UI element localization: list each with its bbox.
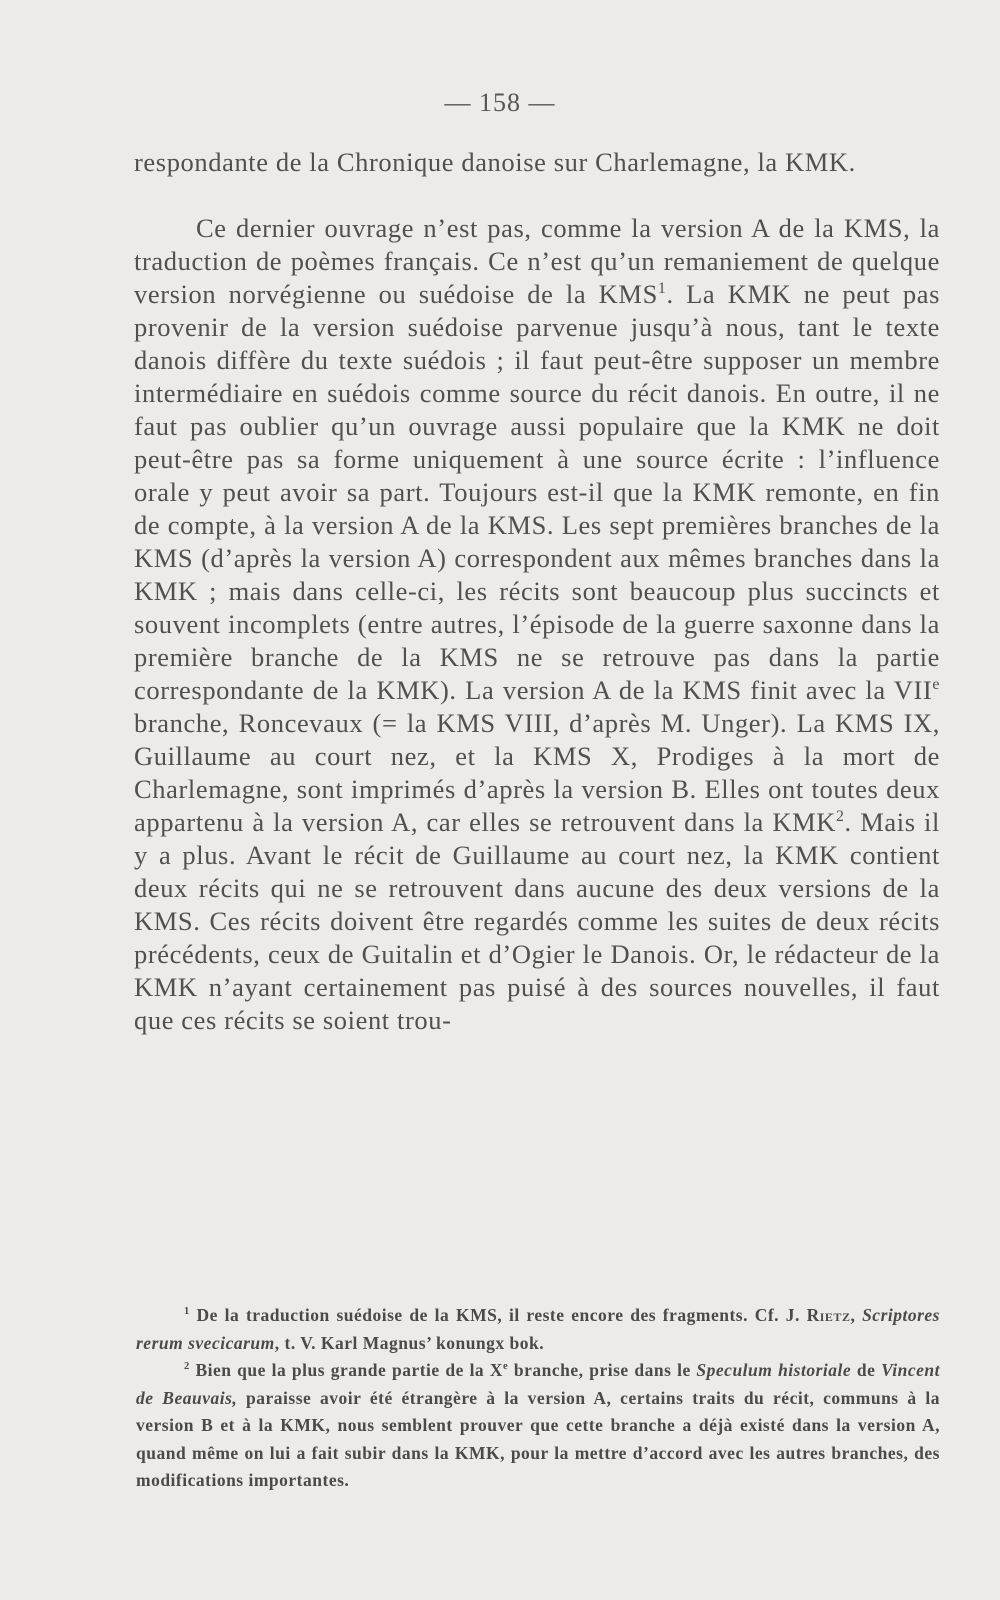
footnote-ref-2: 2 — [836, 808, 845, 826]
superscript-e: e — [932, 676, 940, 694]
paragraph-2-part-c: branche, Roncevaux (= la KMS VIII, d’après M. Unger). La KMS IX, Guillaume au court nez, et la KMS X, Prodiges à la mort de Charlemagne, sont imprimés d’après la version B. Elles ont toutes deux appartenu à la version A, car elles se retrouvent dans la KMK — [134, 708, 940, 837]
page-number: — 158 — — [444, 88, 556, 117]
footnotes — [136, 1302, 940, 1495]
paragraph-1: respondante de la Chronique danoise sur Charlemagne, la KMK. — [134, 147, 856, 177]
footnote-2-title-2: Vincent de Beauvais, — [136, 1360, 940, 1408]
footnote-1 — [136, 1302, 940, 1357]
footnote-ref-1: 1 — [657, 280, 667, 298]
footnote-1-text-c: , t. V. Karl Magnus’ konungx bok. — [274, 1332, 545, 1353]
footnote-2 — [136, 1357, 940, 1495]
footnote-1-text-b: , — [850, 1305, 863, 1325]
paragraph-2-part-a: Ce dernier ouvrage n’est pas, comme la version A de la KMS, la traduction de poèmes français. Ce n’est qu’un remaniement de quelque version norvégienne ou suédoise de la KMS — [134, 213, 940, 309]
footnote-2-text-d: paraisse avoir été étrangère à la version A, certains traits du récit, communs à la version B et à la KMK, nous semblent prouver que cette branche a déjà existé dans la version A, quand même on lui a fait subir dans la KMK, pour la mettre d’accord avec les autres branches, des modifications importantes. — [136, 1387, 940, 1490]
footnote-2-title-1: Speculum historiale — [696, 1360, 852, 1380]
paragraph-2 — [134, 212, 940, 1037]
paragraph-2-part-d: . Mais il y a plus. Avant le récit de Guillaume au court nez, la KMK contient deux récits qui ne se retrouvent dans aucune des deux versions de la KMS. Ces récits doivent être regardés comme les suites de deux récits précédents, ceux de Guitalin et d’Ogier le Danois. Or, le rédacteur de la KMK n’ayant certainement pas puisé à des sources nouvelles, il faut que ces récits se soient trou- — [134, 807, 940, 1035]
paragraph-2-part-b: . La KMK ne peut pas provenir de la version suédoise parvenue jusqu’à nous, tant le texte danois diffère du texte suédois ; il faut peut-être supposer un membre intermédiaire en suédois comme source du récit danois. En outre, il ne faut pas oublier qu’un ouvrage aussi populaire que la KMK ne doit peut-être pas sa forme uniquement à une source écrite : l’influence orale y peut avoir sa part. Toujours est-il que la KMK remonte, en fin de compte, à la version A de la KMS. Les sept premières branches de la KMS (d’après la version A) correspondent aux mêmes branches dans la KMK ; mais dans celle-ci, les récits sont beaucoup plus succincts et souvent incomplets (entre autres, l’épisode de la guerre saxonne dans la première branche de la KMS ne se retrouve pas dans la partie correspondante de la KMK). La version A de la KMS finit avec la VII — [134, 279, 941, 705]
footnote-2-superscript: e — [503, 1361, 509, 1373]
main-text — [134, 146, 940, 1037]
footnote-1-title: Scriptores rerum svecicarum — [136, 1305, 940, 1353]
footnote-1-mark: 1 — [184, 1306, 190, 1318]
footnote-2-text-c: de — [851, 1360, 882, 1380]
footnote-1-author: Rietz — [806, 1305, 851, 1325]
footnote-2-text-a: Bien que la plus grande partie de la X — [189, 1360, 504, 1380]
footnote-2-text-b: branche, prise dans le — [508, 1360, 697, 1380]
footnote-2-mark: 2 — [184, 1361, 190, 1373]
footnote-1-text-a: De la traduction suédoise de la KMS, il reste encore des fragments. Cf. J. — [189, 1305, 807, 1325]
